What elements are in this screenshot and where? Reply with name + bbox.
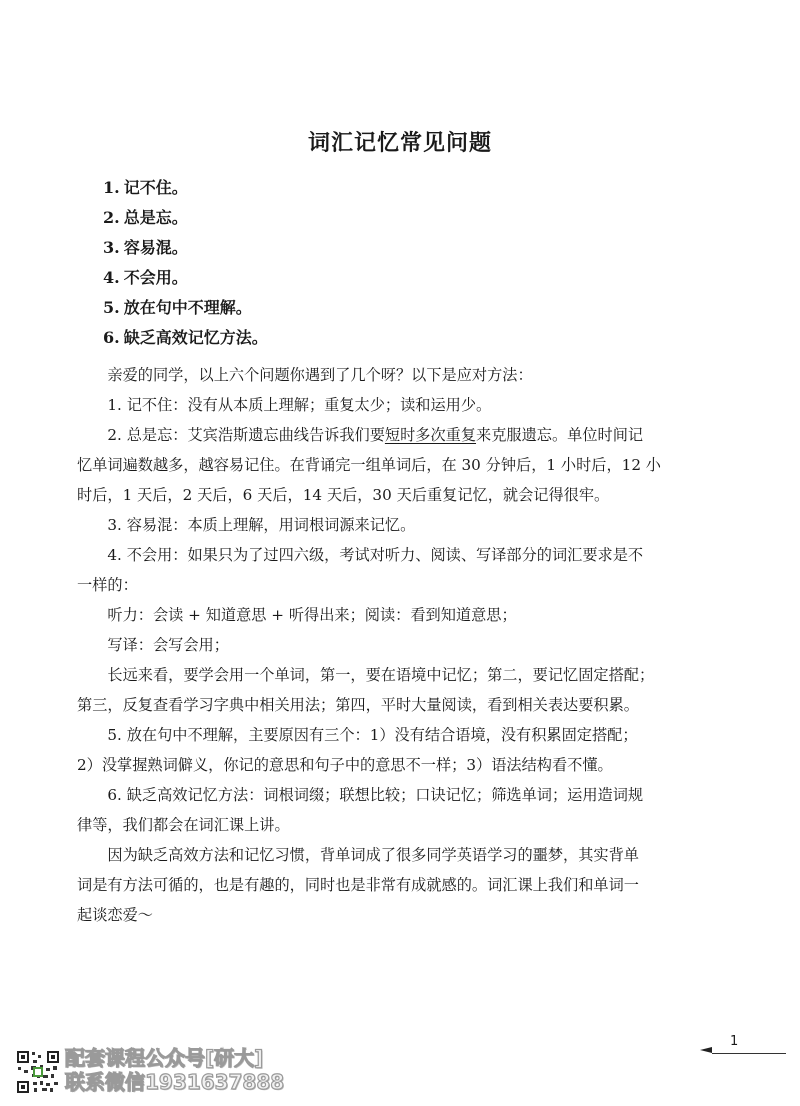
- answer-5-line-2: 2）没掌握熟词僻义，你记的意思和句子中的意思不一样；3）语法结构看不懂。: [77, 756, 613, 774]
- answer-4-line-2: 一样的：: [77, 576, 138, 594]
- question-text: 放在句中不理解。: [123, 298, 252, 317]
- answer-2-line-1: [77, 420, 703, 450]
- intro-paragraph: 亲爱的同学，以上六个问题你遇到了几个呀？以下是应对方法：: [107, 366, 533, 384]
- question-text: 容易混。: [123, 238, 188, 257]
- page-footer: [700, 1034, 790, 1062]
- answer-4-long-2: 第三，反复查看学习字典中相关用法；第四，平时大量阅读，看到相关表达要积累。: [77, 696, 639, 714]
- answer-2-line-3: 时后，1 天后，2 天后，6 天后，14 天后，30 天后重复记忆，就会记得很牢。: [77, 486, 610, 504]
- question-number: 4.: [103, 268, 120, 287]
- question-text: 缺乏高效记忆方法。: [123, 328, 268, 347]
- answer-4-listening: 听力：会读 + 知道意思 + 听得出来；阅读：看到知道意思；: [107, 606, 517, 624]
- question-text: 不会用。: [123, 268, 188, 287]
- promo-line-2: 联系微信1931637888: [65, 1070, 285, 1094]
- answer-4-writing: 写译：会写会用；: [107, 636, 229, 654]
- closing-line-3: 起谈恋爱～: [77, 906, 153, 924]
- answer-2-line-2: 忆单词遍数越多，越容易记住。在背诵完一组单词后，在 30 分钟后，1 小时后，12 小: [77, 456, 661, 474]
- page-title: 词汇记忆常见问题: [307, 131, 492, 156]
- question-item: [103, 328, 268, 358]
- question-text: 总是忘。: [123, 208, 188, 227]
- question-item: [103, 178, 268, 208]
- page-number: 1: [730, 1034, 739, 1049]
- underlined-phrase: 短时多次重复: [384, 426, 477, 444]
- answer-4-long-1: 长远来看，要学会用一个单词，第一，要在语境中记忆；第二，要记忆固定搭配；: [107, 666, 655, 684]
- answer-6-line-2: 律等，我们都会在词汇课上讲。: [77, 816, 290, 834]
- answer-5-line-1: 5. 放在句中不理解，主要原因有三个：1）没有结合语境，没有积累固定搭配；: [107, 726, 638, 744]
- promo-line-1: 配套课程公众号[研大]: [65, 1046, 264, 1070]
- question-item: [103, 298, 268, 328]
- answer-4-line-1: 4. 不会用：如果只为了过四六级，考试对听力、阅读、写译部分的词汇要求是不: [107, 546, 644, 564]
- triangle-marker-icon: [700, 1047, 712, 1053]
- closing-line-1: 因为缺乏高效方法和记忆习惯，背单词成了很多同学英语学习的噩梦，其实背单: [107, 846, 639, 864]
- question-item: [103, 238, 268, 268]
- qr-code-icon: [16, 1050, 60, 1094]
- question-number: 3.: [103, 238, 120, 257]
- question-item: [103, 208, 268, 238]
- answer-2-text: 2. 总是忘：艾宾浩斯遗忘曲线告诉我们要: [107, 426, 385, 444]
- question-number: 5.: [103, 298, 120, 317]
- question-text: 记不住。: [123, 178, 188, 197]
- question-number: 1.: [103, 178, 120, 197]
- question-number: 6.: [103, 328, 120, 347]
- body-text: [77, 360, 703, 930]
- answer-2-text: 来克服遗忘。单位时间记: [476, 426, 644, 444]
- question-item: [103, 268, 268, 298]
- footer-rule: [712, 1053, 786, 1054]
- answer-6-line-1: 6. 缺乏高效记忆方法：词根词缀；联想比较；口诀记忆；筛选单词；运用造词规: [107, 786, 644, 804]
- question-number: 2.: [103, 208, 120, 227]
- question-list: [103, 178, 268, 358]
- answer-1: 1. 记不住：没有从本质上理解；重复太少；读和运用少。: [107, 396, 492, 414]
- promo-watermark: [65, 1046, 284, 1094]
- answer-3: 3. 容易混：本质上理解，用词根词源来记忆。: [107, 516, 416, 534]
- closing-line-2: 词是有方法可循的，也是有趣的，同时也是非常有成就感的。词汇课上我们和单词一: [77, 876, 639, 894]
